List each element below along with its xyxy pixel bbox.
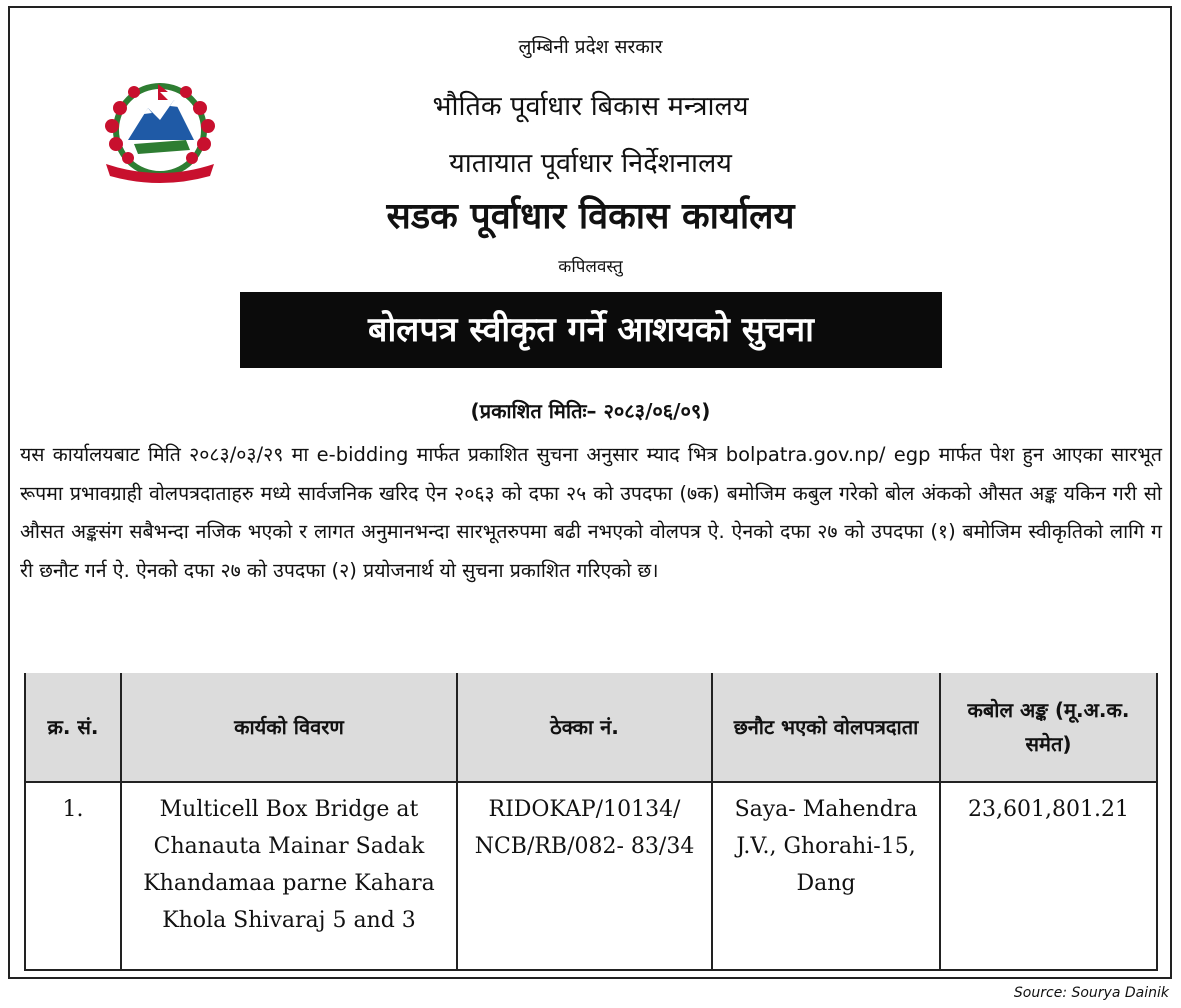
table-header-row	[25, 673, 1157, 782]
header-sn: क्र. सं.	[25, 673, 121, 782]
district-heading: कपिलवस्तु	[558, 257, 623, 277]
header-description: कार्यको विवरण	[121, 673, 457, 782]
cell-amount: 23,601,801.21	[940, 782, 1157, 970]
cell-sn: 1.	[25, 782, 121, 970]
cell-contract-no: RIDOKAP/10134/ NCB/RB/082- 83/34	[457, 782, 712, 970]
notice-title: बोलपत्र स्वीकृत गर्ने आशयको सुचना	[240, 292, 942, 368]
directorate-heading: यातायात पूर्वाधार निर्देशनालय	[449, 148, 732, 179]
cell-description: Multicell Box Bridge at Chanauta Mainar Sadak Khandamaa parne Kahara Khola Shivaraj 5 and 3	[121, 782, 457, 970]
header-bidder: छनौट भएको वोलपत्रदाता	[712, 673, 940, 782]
office-heading: सडक पूर्वाधार विकास कार्यालय	[386, 196, 795, 237]
header-amount: कबोल अङ्क (मू.अ.क. समेत)	[940, 673, 1157, 782]
published-date: (प्रकाशित मितिः– २०८३/०६/०९)	[470, 399, 711, 423]
award-table	[24, 673, 1158, 971]
table-row	[25, 782, 1157, 970]
province-heading: लुम्बिनी प्रदेश सरकार	[518, 36, 663, 58]
ministry-heading: भौतिक पूर्वाधार बिकास मन्त्रालय	[432, 91, 749, 122]
notice-body: यस कार्यालयबाट मिति २०८३/०३/२९ मा e-bidding मार्फत प्रकाशित सुचना अनुसार म्याद भित्र bolpatra.gov.np/ egp मार्फत पेश हुन आएका सारभूत रूपमा प्रभावग्राही वोलपत्रदाताहरु मध्ये सार्वजनिक खरिद ऐन २०६३ को दफा २५ को उपदफा (७क) बमोजिम कबुल गरेको बोल अंकको औसत अङ्क यकिन गरी सो औसत अङ्कसंग सबैभन्दा नजिक भएको र लागत अनुमानभन्दा सारभूतरुपमा बढी नभएको वोलपत्र ऐ. ऐनको दफा २७ को उपदफा (१) बमोजिम स्वीकृतिको लागि ग री छनौट गर्न ऐ. ऐनको दफा २७ को उपदफा (२) प्रयोजनार्थ यो सुचना प्रकाशित गरिएको छ।	[20, 443, 1162, 582]
source-credit: Source: Sourya Dainik	[1013, 985, 1169, 1001]
cell-bidder: Saya- Mahendra J.V., Ghorahi-15, Dang	[712, 782, 940, 970]
header-contract-no: ठेक्का नं.	[457, 673, 712, 782]
